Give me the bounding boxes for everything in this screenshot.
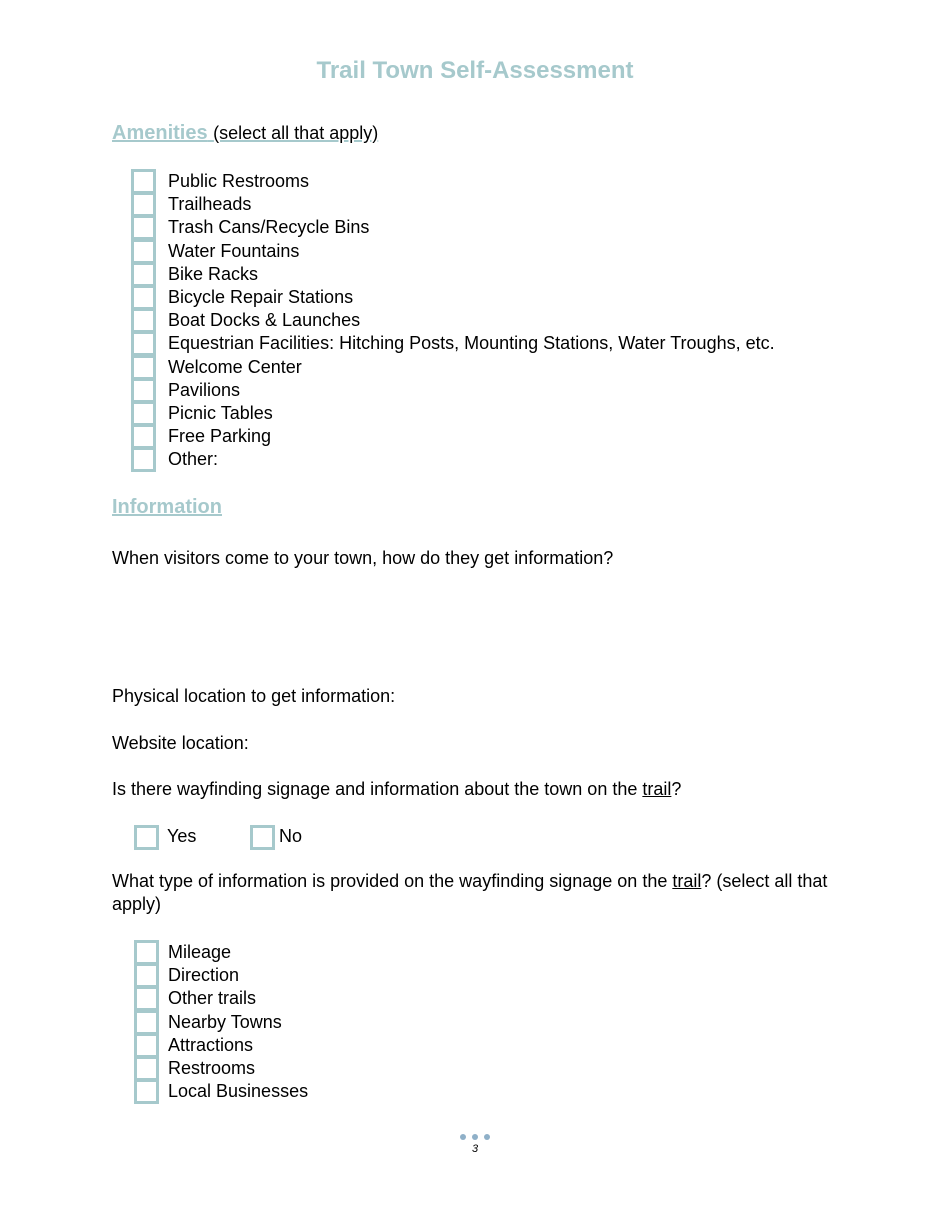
- checkbox[interactable]: [131, 331, 156, 356]
- checkbox[interactable]: [131, 192, 156, 217]
- checkbox[interactable]: [134, 1079, 159, 1104]
- information-heading: Information: [112, 496, 222, 518]
- checkbox-label: Pavilions: [168, 379, 241, 400]
- checkbox-label: Picnic Tables: [168, 402, 273, 423]
- question-text: What type of information is provided on the wayfinding signage on the: [112, 871, 673, 891]
- question-text: Is there wayfinding signage and information about the town on the: [112, 779, 643, 799]
- no-label: No: [279, 826, 303, 846]
- checkbox[interactable]: [134, 1056, 159, 1081]
- website-location-label: Website location:: [112, 733, 249, 753]
- checkbox-label: Attractions: [168, 1034, 254, 1055]
- question-signage-type: [112, 870, 832, 916]
- dot: [472, 1134, 478, 1140]
- checkbox[interactable]: [131, 169, 156, 194]
- page-footer: [0, 1124, 950, 1155]
- ornament-dots-icon: [460, 1134, 490, 1140]
- checkbox-label: Local Businesses: [168, 1081, 309, 1102]
- checkbox-label: Water Fountains: [168, 240, 300, 261]
- checkbox[interactable]: [131, 447, 156, 472]
- checkbox[interactable]: [134, 1033, 159, 1058]
- checkbox[interactable]: [134, 963, 159, 988]
- checkbox-label: Welcome Center: [168, 356, 302, 377]
- yes-checkbox[interactable]: [134, 825, 159, 850]
- checkbox[interactable]: [131, 308, 156, 333]
- checkbox[interactable]: [131, 262, 156, 287]
- checkbox-label: Public Restrooms: [168, 171, 310, 191]
- checkbox[interactable]: [131, 215, 156, 240]
- checkbox[interactable]: [134, 940, 159, 965]
- checkbox[interactable]: [134, 1010, 159, 1035]
- no-checkbox[interactable]: [250, 825, 275, 850]
- amenities-heading-text: Amenities: [112, 122, 208, 144]
- checkbox-label: Free Parking: [168, 426, 272, 447]
- amenities-note: (select all that apply): [213, 123, 379, 143]
- question-wayfinding-signage: [112, 778, 832, 801]
- checkbox[interactable]: [134, 986, 159, 1011]
- trail-underlined: trail: [672, 871, 702, 891]
- physical-location-label: Physical location to get information:: [112, 686, 396, 706]
- checkbox[interactable]: [131, 378, 156, 403]
- checkbox-label: Mileage: [168, 942, 232, 962]
- amenities-heading: [112, 121, 378, 145]
- page-title: Trail Town Self-Assessment: [316, 57, 634, 84]
- checkbox-label: Bicycle Repair Stations: [168, 286, 354, 307]
- question-text: ?: [671, 779, 682, 799]
- checkbox[interactable]: [131, 401, 156, 426]
- question-visitor-info: When visitors come to your town, how do they get information?: [112, 548, 614, 568]
- checkbox-label: Boat Docks & Launches: [168, 310, 361, 331]
- checkbox-label: Other trails: [168, 988, 257, 1009]
- checkbox-label: Nearby Towns: [168, 1011, 282, 1032]
- yes-label: Yes: [167, 826, 197, 846]
- dot: [484, 1134, 490, 1140]
- checkbox-label: Other:: [168, 449, 219, 470]
- trail-underlined: trail: [642, 779, 672, 799]
- question-text: ? (select all that apply): [112, 871, 828, 914]
- checkbox[interactable]: [131, 355, 156, 380]
- checkbox-label: Trash Cans/Recycle Bins: [168, 217, 370, 238]
- checkbox[interactable]: [131, 285, 156, 310]
- checkbox-label: Equestrian Facilities: Hitching Posts, Mounting Stations, Water Troughs, etc.: [168, 333, 775, 354]
- checkbox-label: Trailheads: [168, 194, 252, 215]
- checkbox[interactable]: [131, 424, 156, 449]
- dot: [460, 1134, 466, 1140]
- checkbox-label: Restrooms: [168, 1057, 256, 1078]
- checkbox-label: Bike Racks: [168, 263, 259, 284]
- checkbox[interactable]: [131, 239, 156, 264]
- page-number: 3: [471, 1143, 479, 1155]
- checkbox-label: Direction: [168, 965, 240, 986]
